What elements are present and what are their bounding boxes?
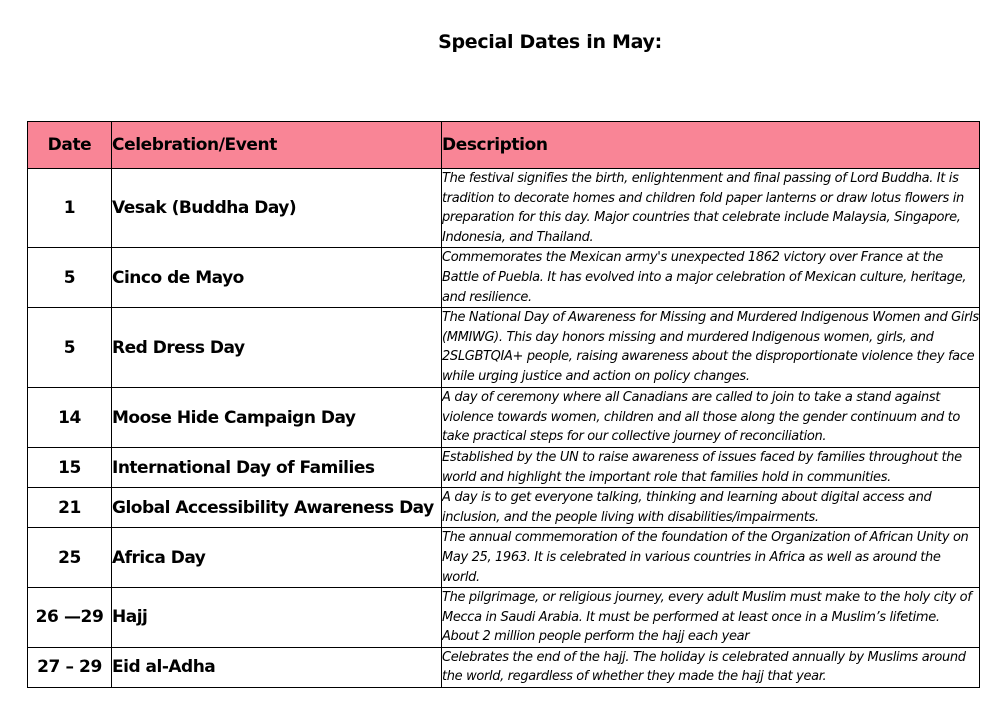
table-row	[28, 248, 980, 308]
event-cell: Vesak (Buddha Day)	[112, 169, 442, 248]
table-row	[28, 388, 980, 448]
date-cell: 27 – 29	[28, 647, 112, 687]
description-cell: Celebrates the end of the hajj. The holiday is celebrated annually by Muslims around the world, regardless of whether they made the hajj that year.	[442, 647, 980, 687]
date-cell: 14	[28, 388, 112, 448]
event-cell: Red Dress Day	[112, 308, 442, 388]
header-description: Description	[442, 122, 980, 169]
event-cell: Eid al-Adha	[112, 647, 442, 687]
header-event: Celebration/Event	[112, 122, 442, 169]
page-title: Special Dates in May:	[438, 31, 662, 53]
date-cell: 1	[28, 169, 112, 248]
description-cell: A day is to get everyone talking, thinking and learning about digital access and inclusion, and the people living with disabilities/impairments.	[442, 488, 980, 528]
special-dates-table	[27, 121, 980, 688]
description-cell: Commemorates the Mexican army's unexpected 1862 victory over France at the Battle of Puebla. It has evolved into a major celebration of Mexican culture, heritage, and resilience.	[442, 248, 980, 308]
header-date: Date	[28, 122, 112, 169]
table-row	[28, 647, 980, 687]
table-header-row	[28, 122, 980, 169]
description-cell: Established by the UN to raise awareness of issues faced by families throughout the world and highlight the important role that families hold in communities.	[442, 447, 980, 487]
event-cell: Hajj	[112, 588, 442, 648]
date-cell: 15	[28, 447, 112, 487]
description-cell: The pilgrimage, or religious journey, every adult Muslim must make to the holy city of Mecca in Saudi Arabia. It must be performed at least once in a Muslim’s lifetime. About 2 million people perform the hajj each year	[442, 588, 980, 648]
description-cell: A day of ceremony where all Canadians are called to join to take a stand against violence towards women, children and all those along the gender continuum and to take practical steps for our collective journey of reconciliation.	[442, 388, 980, 448]
table-row	[28, 308, 980, 388]
date-cell: 26 —29	[28, 588, 112, 648]
table-row	[28, 169, 980, 248]
table-row	[28, 528, 980, 588]
table-row	[28, 588, 980, 648]
date-cell: 21	[28, 488, 112, 528]
event-cell: Cinco de Mayo	[112, 248, 442, 308]
description-cell: The festival signifies the birth, enlightenment and final passing of Lord Buddha. It is tradition to decorate homes and children fold paper lanterns or draw lotus flowers in preparation for this day. Major countries that celebrate include Malaysia, Singapore, Indonesia, and Thailand.	[442, 169, 980, 248]
date-cell: 5	[28, 248, 112, 308]
event-cell: Global Accessibility Awareness Day	[112, 488, 442, 528]
description-cell: The annual commemoration of the foundation of the Organization of African Unity on May 25, 1963. It is celebrated in various countries in Africa as well as around the world.	[442, 528, 980, 588]
event-cell: International Day of Families	[112, 447, 442, 487]
event-cell: Moose Hide Campaign Day	[112, 388, 442, 448]
event-cell: Africa Day	[112, 528, 442, 588]
date-cell: 25	[28, 528, 112, 588]
date-cell: 5	[28, 308, 112, 388]
table-row	[28, 488, 980, 528]
description-cell: The National Day of Awareness for Missing and Murdered Indigenous Women and Girls (MMIWG). This day honors missing and murdered Indigenous women, girls, and 2SLGBTQIA+ people, raising awareness about the disproportionate violence they face while urging justice and action on policy changes.	[442, 308, 980, 388]
table-row	[28, 447, 980, 487]
